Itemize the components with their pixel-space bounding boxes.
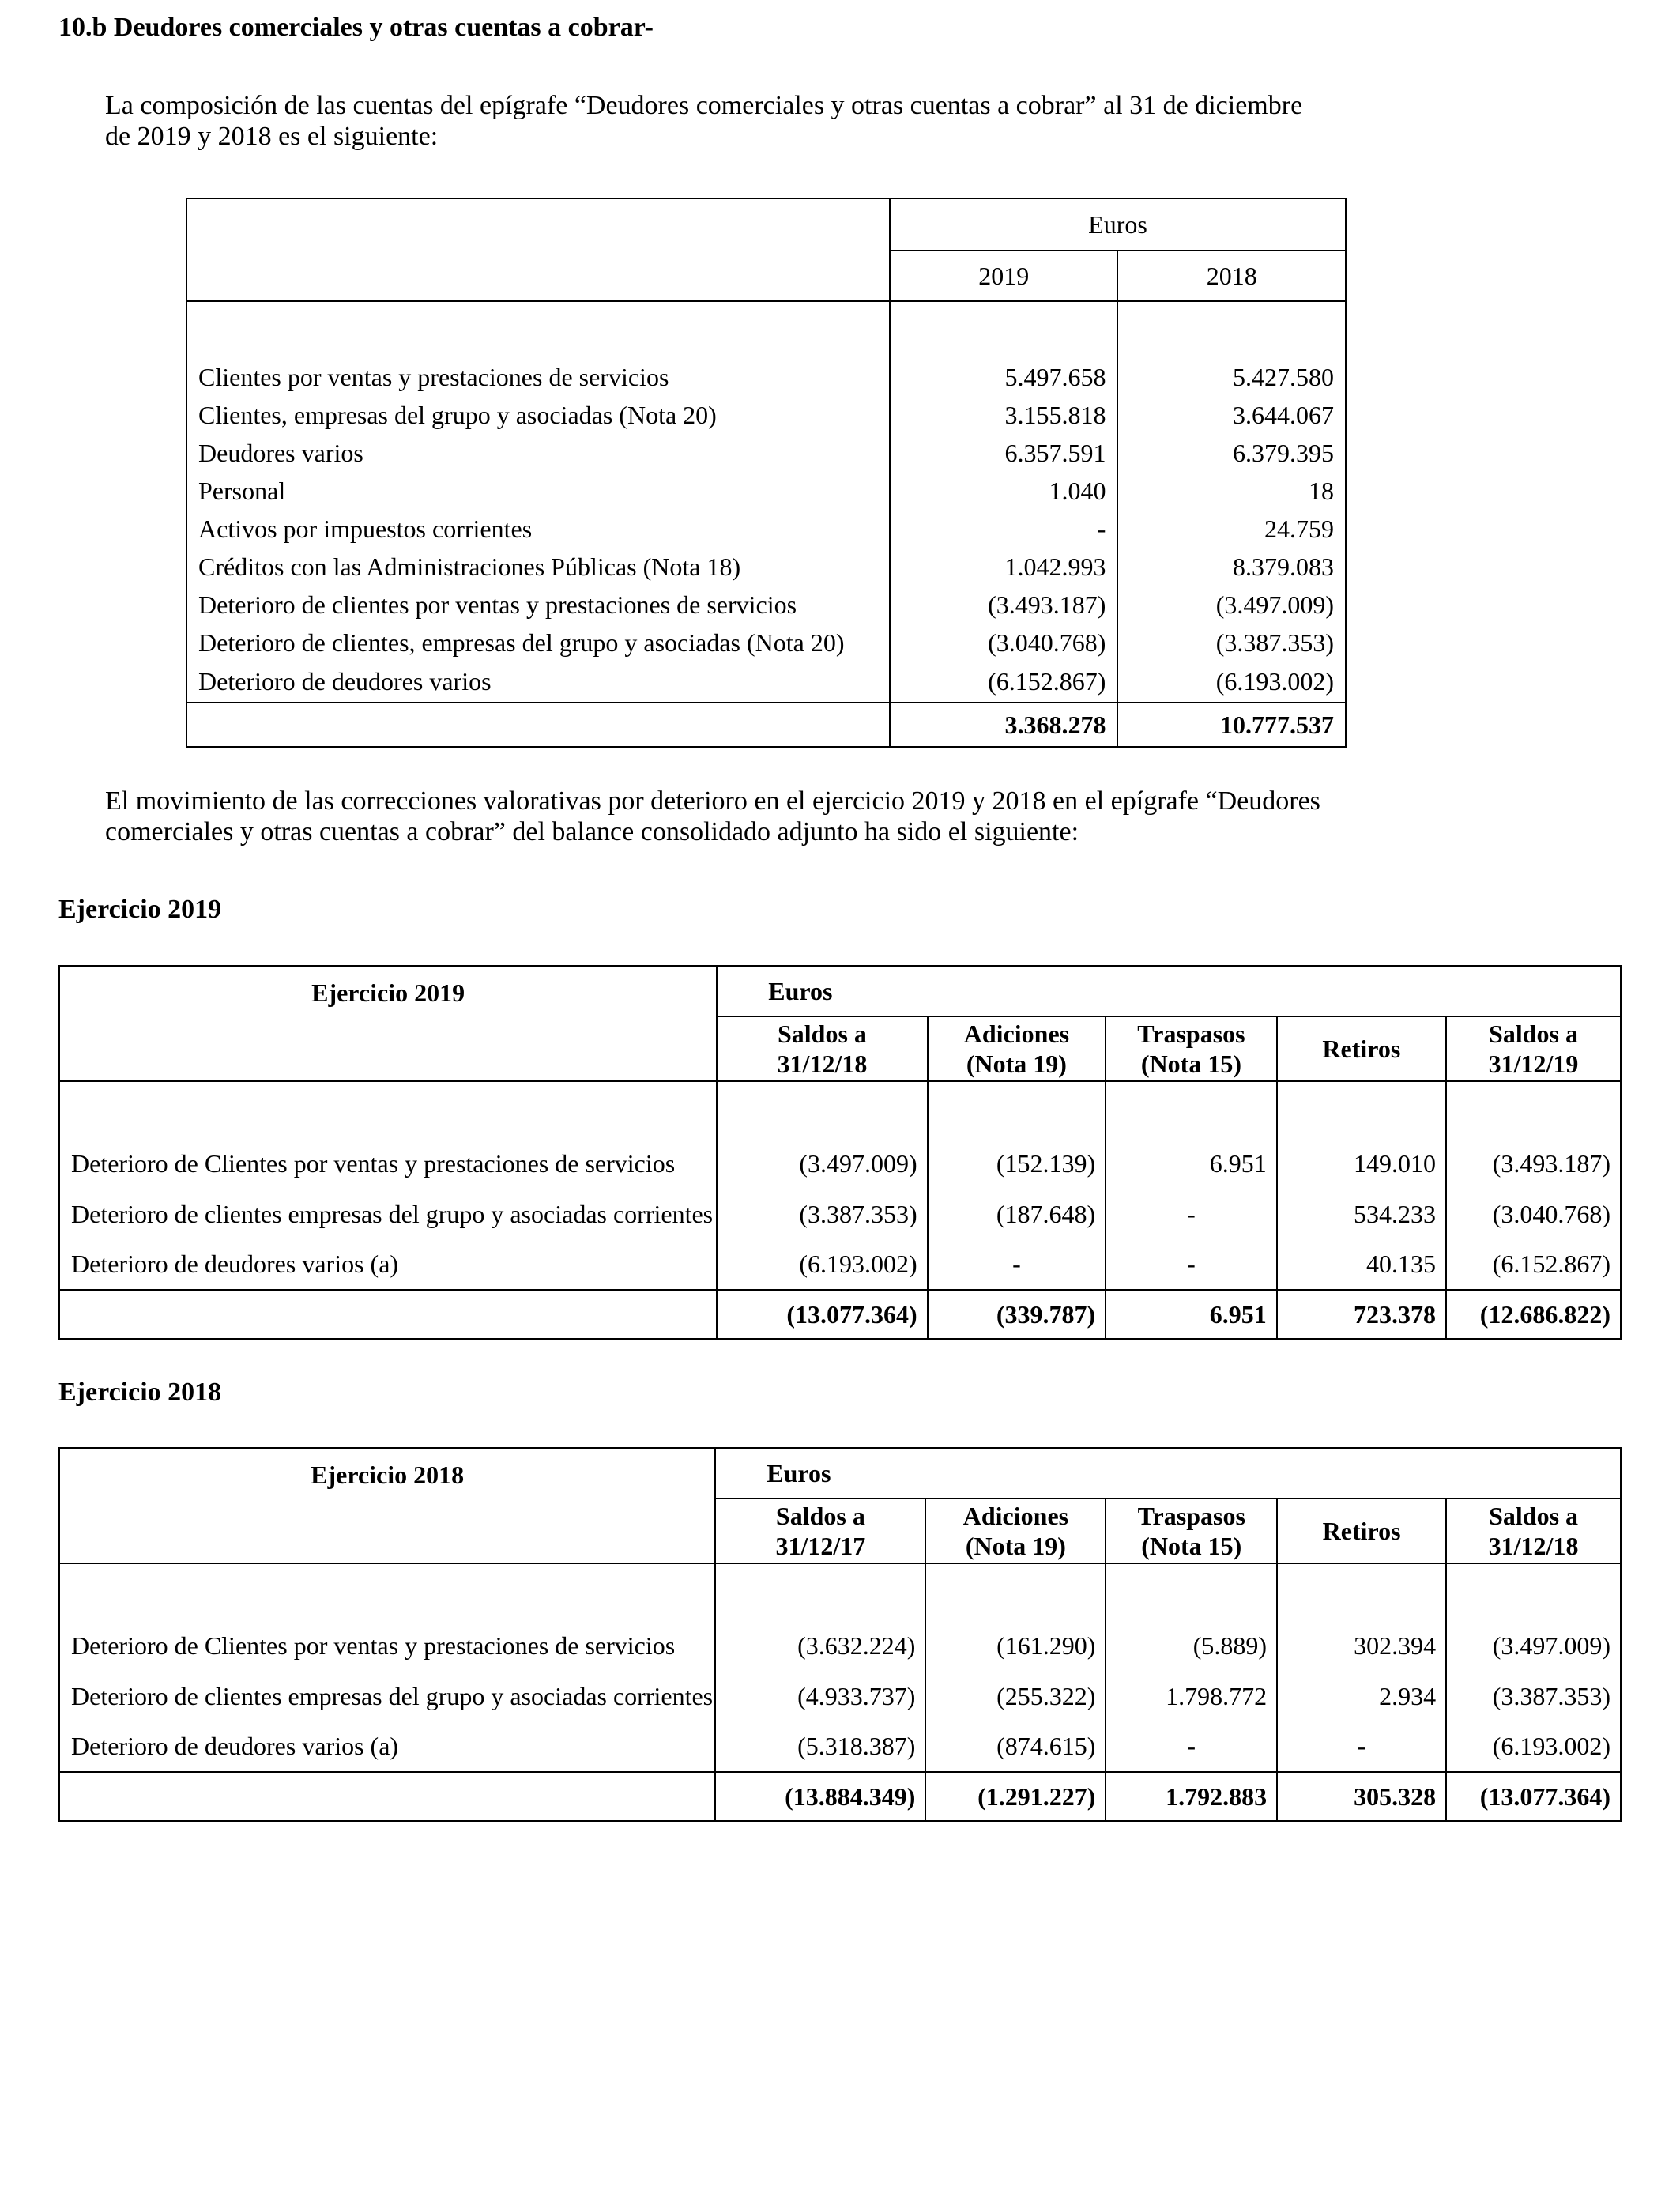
row-value: (3.387.353): [1446, 1671, 1621, 1721]
col-header-line2: 31/12/18: [777, 1050, 868, 1078]
spacer-cell: [1106, 1081, 1277, 1138]
row-label: Créditos con las Administraciones Públicas (Nota 18): [186, 548, 890, 586]
table-row: [186, 358, 1346, 396]
row-value: -: [1106, 1189, 1277, 1239]
total-value: 305.328: [1277, 1772, 1446, 1821]
col-header-line1: Saldos a: [1489, 1502, 1579, 1530]
col-header-line1: Adiciones: [963, 1020, 1070, 1048]
col-header-line1: Saldos a: [1489, 1020, 1578, 1048]
row-value: (3.040.768): [1446, 1189, 1621, 1239]
row-label: Deterioro de clientes, empresas del grupo y asociadas (Nota 20): [186, 624, 890, 662]
row-label: Deterioro de deudores varios (a): [59, 1721, 715, 1772]
table-corner-label: Ejercicio 2019: [59, 966, 717, 1081]
col-header: [1446, 1498, 1621, 1563]
table-row: [186, 472, 1346, 510]
col-header: [928, 1016, 1106, 1081]
value-2018: 18: [1117, 472, 1346, 510]
total-value: (13.077.364): [1446, 1772, 1621, 1821]
value-2018: 5.427.580: [1117, 358, 1346, 396]
value-2018: 8.379.083: [1117, 548, 1346, 586]
row-label: Deterioro de clientes empresas del grupo y asociadas corrientes: [59, 1189, 717, 1239]
row-value: 6.951: [1106, 1138, 1277, 1189]
header-filler: [1446, 1448, 1621, 1498]
col-header-line2: (Nota 19): [966, 1050, 1067, 1078]
total-value: (1.291.227): [925, 1772, 1106, 1821]
table-row: [59, 1138, 1621, 1189]
movement-paragraph: [105, 786, 1320, 847]
spacer-cell: [186, 301, 890, 358]
total-label-cell: [59, 1290, 717, 1339]
total-label-cell: [59, 1772, 715, 1821]
value-2018: 24.759: [1117, 510, 1346, 548]
value-2018: (3.387.353): [1117, 624, 1346, 662]
table-row: [186, 434, 1346, 472]
movement-table-2019: [58, 965, 1622, 1340]
header-filler: [1277, 1448, 1446, 1498]
total-2018: 10.777.537: [1117, 703, 1346, 747]
total-value: (339.787): [928, 1290, 1106, 1339]
value-2018: 6.379.395: [1117, 434, 1346, 472]
intro-line-1: La composición de las cuentas del epígrafe “Deudores comerciales y otras cuentas a cobrar” al 31 de diciembre: [105, 91, 1303, 120]
row-value: (6.193.002): [717, 1239, 927, 1290]
euros-group-header: Euros: [717, 966, 927, 1016]
col-header-line1: Traspasos: [1137, 1020, 1245, 1048]
row-value: (3.497.009): [717, 1138, 927, 1189]
total-value: 723.378: [1277, 1290, 1446, 1339]
col-header: [1446, 1016, 1621, 1081]
value-2018: (3.497.009): [1117, 586, 1346, 624]
row-label: Clientes, empresas del grupo y asociadas (Nota 20): [186, 396, 890, 434]
row-value: (255.322): [925, 1671, 1106, 1721]
row-value: 1.798.772: [1106, 1671, 1277, 1721]
row-label: Deterioro de Clientes por ventas y prestaciones de servicios: [59, 1620, 715, 1671]
col-header-line2: 31/12/19: [1488, 1050, 1579, 1078]
row-value: 149.010: [1277, 1138, 1446, 1189]
value-2019: 1.040: [890, 472, 1118, 510]
row-label: Deterioro de deudores varios: [186, 662, 890, 703]
total-value: 6.951: [1106, 1290, 1277, 1339]
value-2018: 3.644.067: [1117, 396, 1346, 434]
spacer-cell: [717, 1081, 927, 1138]
spacer-cell: [925, 1563, 1106, 1620]
col-header: [1106, 1498, 1277, 1563]
col-header-line1: Saldos a: [777, 1020, 867, 1048]
euros-group-header: Euros: [715, 1448, 925, 1498]
col-header-line1: Saldos a: [775, 1502, 865, 1530]
table-row: [186, 548, 1346, 586]
table-row: [59, 1620, 1621, 1671]
col-header-line2: (Nota 19): [965, 1532, 1066, 1560]
spacer-cell: [1446, 1563, 1621, 1620]
table-corner: [186, 198, 890, 301]
row-value: (874.615): [925, 1721, 1106, 1772]
table-row: [59, 1189, 1621, 1239]
col-header-line1: Adiciones: [962, 1502, 1069, 1530]
row-value: (4.933.737): [715, 1671, 925, 1721]
value-2019: 6.357.591: [890, 434, 1118, 472]
euros-group-header: Euros: [890, 198, 1346, 251]
col-header: [715, 1498, 925, 1563]
movement-line-1: El movimiento de las correcciones valorativas por deterioro en el ejercicio 2019 y 2018 en el epígrafe “Deudores: [105, 786, 1320, 816]
value-2019: (3.493.187): [890, 586, 1118, 624]
spacer-cell: [59, 1081, 717, 1138]
col-header: [1277, 1016, 1446, 1081]
col-header: [925, 1498, 1106, 1563]
col-header-line2: (Nota 15): [1141, 1532, 1242, 1560]
col-header-line1: Retiros: [1322, 1517, 1401, 1545]
value-2019: (3.040.768): [890, 624, 1118, 662]
spacer-cell: [1277, 1081, 1446, 1138]
spacer-cell: [1446, 1081, 1621, 1138]
table-row: [186, 586, 1346, 624]
col-header-line2: (Nota 15): [1140, 1050, 1241, 1078]
total-value: (13.884.349): [715, 1772, 925, 1821]
row-label: Deterioro de deudores varios (a): [59, 1239, 717, 1290]
spacer-cell: [1106, 1563, 1277, 1620]
header-filler: [1446, 966, 1621, 1016]
total-value: (12.686.822): [1446, 1290, 1621, 1339]
row-label: Deterioro de Clientes por ventas y prestaciones de servicios: [59, 1138, 717, 1189]
total-value: 1.792.883: [1106, 1772, 1277, 1821]
row-value: (3.493.187): [1446, 1138, 1621, 1189]
col-header-line2: 31/12/18: [1488, 1532, 1579, 1560]
col-header: [717, 1016, 927, 1081]
header-filler: [1106, 1448, 1277, 1498]
col-header-line1: Traspasos: [1137, 1502, 1245, 1530]
row-value: -: [1106, 1721, 1277, 1772]
intro-line-2: de 2019 y 2018 es el siguiente:: [105, 122, 439, 151]
col-header-line1: Retiros: [1322, 1035, 1401, 1063]
row-value: (152.139): [928, 1138, 1106, 1189]
value-2019: -: [890, 510, 1118, 548]
row-label: Deudores varios: [186, 434, 890, 472]
value-2019: (6.152.867): [890, 662, 1118, 703]
row-value: -: [1277, 1721, 1446, 1772]
value-2019: 3.155.818: [890, 396, 1118, 434]
col-header-2019: 2019: [890, 251, 1118, 301]
table-row: [59, 1721, 1621, 1772]
table-row: [59, 1239, 1621, 1290]
value-2019: 1.042.993: [890, 548, 1118, 586]
row-value: (5.318.387): [715, 1721, 925, 1772]
movement-table-2018: [58, 1447, 1622, 1822]
row-value: (5.889): [1106, 1620, 1277, 1671]
movement-line-2: comerciales y otras cuentas a cobrar” del balance consolidado adjunto ha sido el siguiente:: [105, 817, 1079, 846]
row-value: 302.394: [1277, 1620, 1446, 1671]
row-value: -: [928, 1239, 1106, 1290]
row-value: (6.152.867): [1446, 1239, 1621, 1290]
col-header: [1106, 1016, 1277, 1081]
header-filler: [1106, 966, 1277, 1016]
row-label: Personal: [186, 472, 890, 510]
row-value: (3.387.353): [717, 1189, 927, 1239]
col-header-line2: 31/12/17: [775, 1532, 866, 1560]
row-label: Deterioro de clientes empresas del grupo y asociadas corrientes: [59, 1671, 715, 1721]
spacer-cell: [1117, 301, 1346, 358]
row-value: 2.934: [1277, 1671, 1446, 1721]
spacer-cell: [59, 1563, 715, 1620]
spacer-cell: [1277, 1563, 1446, 1620]
intro-paragraph: [105, 90, 1302, 152]
ejercicio-2019-heading: Ejercicio 2019: [58, 895, 222, 924]
spacer-cell: [928, 1081, 1106, 1138]
table-row: [186, 510, 1346, 548]
table-corner-label: Ejercicio 2018: [59, 1448, 715, 1563]
row-value: (3.632.224): [715, 1620, 925, 1671]
table-row: [59, 1671, 1621, 1721]
row-value: 40.135: [1277, 1239, 1446, 1290]
row-value: (161.290): [925, 1620, 1106, 1671]
total-label-cell: [186, 703, 890, 747]
row-value: -: [1106, 1239, 1277, 1290]
value-2018: (6.193.002): [1117, 662, 1346, 703]
value-2019: 5.497.658: [890, 358, 1118, 396]
row-value: 534.233: [1277, 1189, 1446, 1239]
row-value: (3.497.009): [1446, 1620, 1621, 1671]
table-row: [186, 624, 1346, 662]
ejercicio-2018-heading: Ejercicio 2018: [58, 1378, 222, 1407]
row-label: Clientes por ventas y prestaciones de servicios: [186, 358, 890, 396]
row-value: (187.648): [928, 1189, 1106, 1239]
row-label: Deterioro de clientes por ventas y prestaciones de servicios: [186, 586, 890, 624]
spacer-cell: [715, 1563, 925, 1620]
header-filler: [925, 1448, 1106, 1498]
section-title: 10.b Deudores comerciales y otras cuentas a cobrar-: [58, 13, 654, 42]
row-label: Activos por impuestos corrientes: [186, 510, 890, 548]
composition-table: [186, 198, 1347, 748]
table-row: [186, 396, 1346, 434]
row-value: (6.193.002): [1446, 1721, 1621, 1772]
total-value: (13.077.364): [717, 1290, 927, 1339]
table-row: [186, 662, 1346, 703]
header-filler: [1277, 966, 1446, 1016]
total-2019: 3.368.278: [890, 703, 1118, 747]
spacer-cell: [890, 301, 1118, 358]
col-header-2018: 2018: [1117, 251, 1346, 301]
col-header: [1277, 1498, 1446, 1563]
header-filler: [928, 966, 1106, 1016]
